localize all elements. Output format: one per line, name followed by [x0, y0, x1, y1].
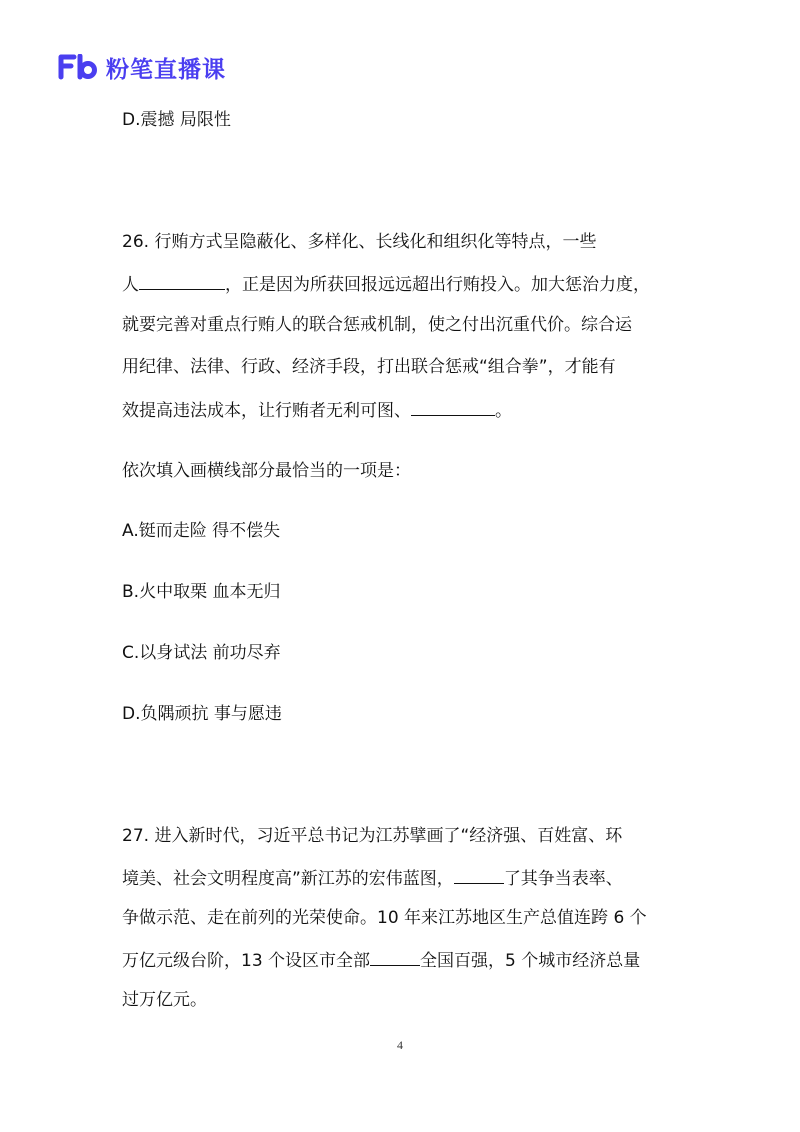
q26-blank-2: [411, 397, 495, 416]
q27-stem-line-1: 27. 进入新时代，习近平总书记为江苏擘画了“经济强、百姓富、环: [122, 826, 623, 846]
q27-blank-1: [454, 865, 504, 884]
q27-blank-2: [370, 947, 420, 966]
q27-stem-line-3: 争做示范、走在前列的光荣使命。10 年来江苏地区生产总值连跨 6 个: [122, 908, 647, 928]
q26-stem-line-4: 用纪律、法律、行政、经济手段，打出联合惩戒“组合拳”，才能有: [122, 357, 616, 377]
q26-prompt: 依次填入画横线部分最恰当的一项是：: [122, 461, 411, 481]
q26-stem-line-1: 26. 行贿方式呈隐蔽化、多样化、长线化和组织化等特点，一些: [122, 232, 597, 252]
q26-option-c: C.以身试法 前功尽弃: [122, 643, 281, 663]
q26-stem-line-2: [122, 271, 650, 297]
q27-stem-line-4: [122, 947, 640, 973]
q27-line-4-start: 万亿元级台阶，13 个设区市全部: [122, 951, 371, 971]
q26-stem-line-3: 就要完善对重点行贿人的联合惩戒机制，使之付出沉重代价。综合运: [122, 315, 632, 335]
logo-text: 粉笔直播课: [106, 56, 226, 83]
q26-line-5-start: 效提高违法成本，让行贿者无利可图、: [122, 401, 411, 421]
q26-blank-1: [139, 271, 225, 290]
q27-line-2-start: 境美、社会文明程度高”新江苏的宏伟蓝图，: [122, 869, 454, 889]
q27-line-2-end: 了其争当表率、: [503, 869, 623, 889]
q27-line-4-end: 全国百强，5 个城市经济总量: [420, 951, 641, 971]
page-number: 4: [397, 1038, 403, 1052]
q26-line-5-end: 。: [495, 401, 512, 421]
fenbi-logo-icon: [58, 54, 98, 80]
q26-option-a: A.铤而走险 得不偿失: [122, 521, 281, 541]
q26-stem-line-5: [122, 397, 512, 423]
fenbi-logo: [58, 52, 226, 82]
q26-line-2-start: 人: [122, 275, 139, 295]
q27-stem-line-5: 过万亿元。: [122, 990, 207, 1010]
q26-option-d: D.负隅顽抗 事与愿违: [122, 704, 282, 724]
q26-line-2-end: ，正是因为所获回报远远超出行贿投入。加大惩治力度，: [225, 275, 650, 295]
q27-stem-line-2: [122, 865, 623, 891]
q25-option-d: D.震撼 局限性: [122, 110, 231, 130]
q26-option-b: B.火中取栗 血本无归: [122, 582, 281, 602]
